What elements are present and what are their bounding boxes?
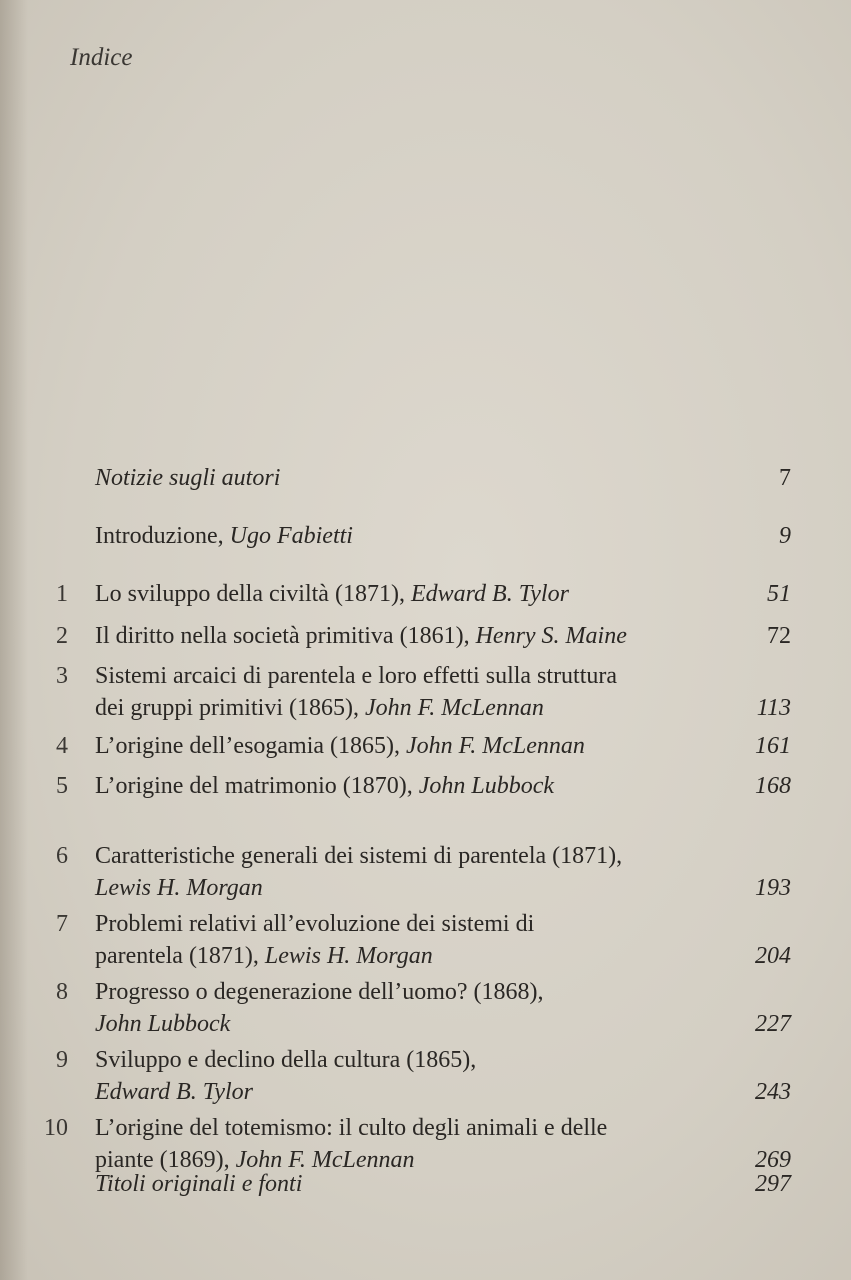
page-number: 7 [779,465,791,491]
page-number: 72 [767,623,791,649]
page-number: 227 [755,1011,791,1037]
entry-text: Sviluppo e declino della cultura (1865), [95,1047,477,1073]
entry-text: Problemi relativi all’evoluzione dei sistemi di [95,911,535,937]
entry-text: Introduzione, [95,523,230,549]
entry-title-line [95,578,755,610]
entry-title-line [95,770,755,802]
chapter-number: 7 [56,911,68,937]
chapter-number: 5 [56,773,68,799]
entry-title-line [95,976,755,1008]
entry-title-line [95,1008,755,1040]
page-number: 193 [755,875,791,901]
entry-title-line [95,730,755,762]
entry-text: Titoli originali e fonti [95,1171,303,1197]
chapter-number: 4 [56,733,68,759]
entry-title [95,620,755,652]
chapter-number: 6 [56,843,68,869]
entry-author: John F. McLennan [235,1147,415,1173]
entry-text: Sistemi arcaici di parentela e loro effetti sulla struttura [95,663,618,689]
entry-author: John F. McLennan [364,695,544,721]
entry-title-line [95,620,755,652]
entry-title [95,730,755,762]
entry-title [95,976,755,1040]
entry-title [95,1168,755,1200]
entry-author: John F. McLennan [406,733,585,759]
entry-text: L’origine del matrimonio (1870), [95,773,419,799]
entry-title [95,660,755,724]
chapter-number: 1 [56,581,68,607]
chapter-number: 3 [56,663,68,689]
entry-title-line [95,1112,755,1144]
entry-author: Edward B. Tylor [95,1079,254,1105]
entry-author: Ugo Fabietti [229,523,353,549]
entry-title-line [95,940,755,972]
entry-text: Progresso o degenerazione dell’uomo? (1868), [95,979,544,1005]
entry-text: Notizie sugli autori [95,465,281,491]
entry-author: John Lubbock [95,1011,231,1037]
entry-title [95,520,755,552]
entry-title-line [95,1168,755,1200]
chapter-number: 9 [56,1047,68,1073]
entry-author: Henry S. Maine [475,623,627,649]
entry-title [95,908,755,972]
page-number: 9 [779,523,791,549]
chapter-number: 10 [44,1115,68,1141]
entry-text: Lo sviluppo della civiltà (1871), [95,581,411,607]
entry-title [95,462,755,494]
page-number: 51 [767,581,791,607]
entry-title-line [95,1044,755,1076]
entry-title [95,840,755,904]
chapter-number: 8 [56,979,68,1005]
entry-text: Il diritto nella società primitiva (1861), [95,623,476,649]
entry-text: L’origine del totemismo: il culto degli animali e delle [95,1115,608,1141]
page-number: 204 [755,943,791,969]
entry-text: L’origine dell’esogamia (1865), [95,733,407,759]
entry-author: Lewis H. Morgan [95,875,263,901]
entry-title-line [95,908,755,940]
entry-title-line [95,872,755,904]
entry-text: Caratteristiche generali dei sistemi di parentela (1871), [95,843,623,869]
index-heading: Indice [70,44,133,71]
entry-title-line [95,660,755,692]
entry-author: Edward B. Tylor [410,581,569,607]
entry-title [95,770,755,802]
entry-title [95,1044,755,1108]
chapter-number: 2 [56,623,68,649]
page-number: 168 [755,773,791,799]
entry-text: dei gruppi primitivi (1865), [95,695,365,721]
entry-text: parentela (1871), [95,943,265,969]
page-number: 161 [755,733,791,759]
entry-title-line [95,520,755,552]
entry-title-line [95,840,755,872]
entry-title [95,1112,755,1176]
entry-author: Lewis H. Morgan [264,943,433,969]
page-number: 113 [756,695,791,721]
entry-title [95,578,755,610]
entry-title-line [95,692,755,724]
page-number: 269 [755,1147,791,1173]
entry-title-line [95,1076,755,1108]
entry-text: piante (1869), [95,1147,236,1173]
page-number: 243 [755,1079,791,1105]
entry-title-line [95,462,755,494]
entry-author: John Lubbock [418,773,555,799]
page-number: 297 [755,1171,791,1197]
